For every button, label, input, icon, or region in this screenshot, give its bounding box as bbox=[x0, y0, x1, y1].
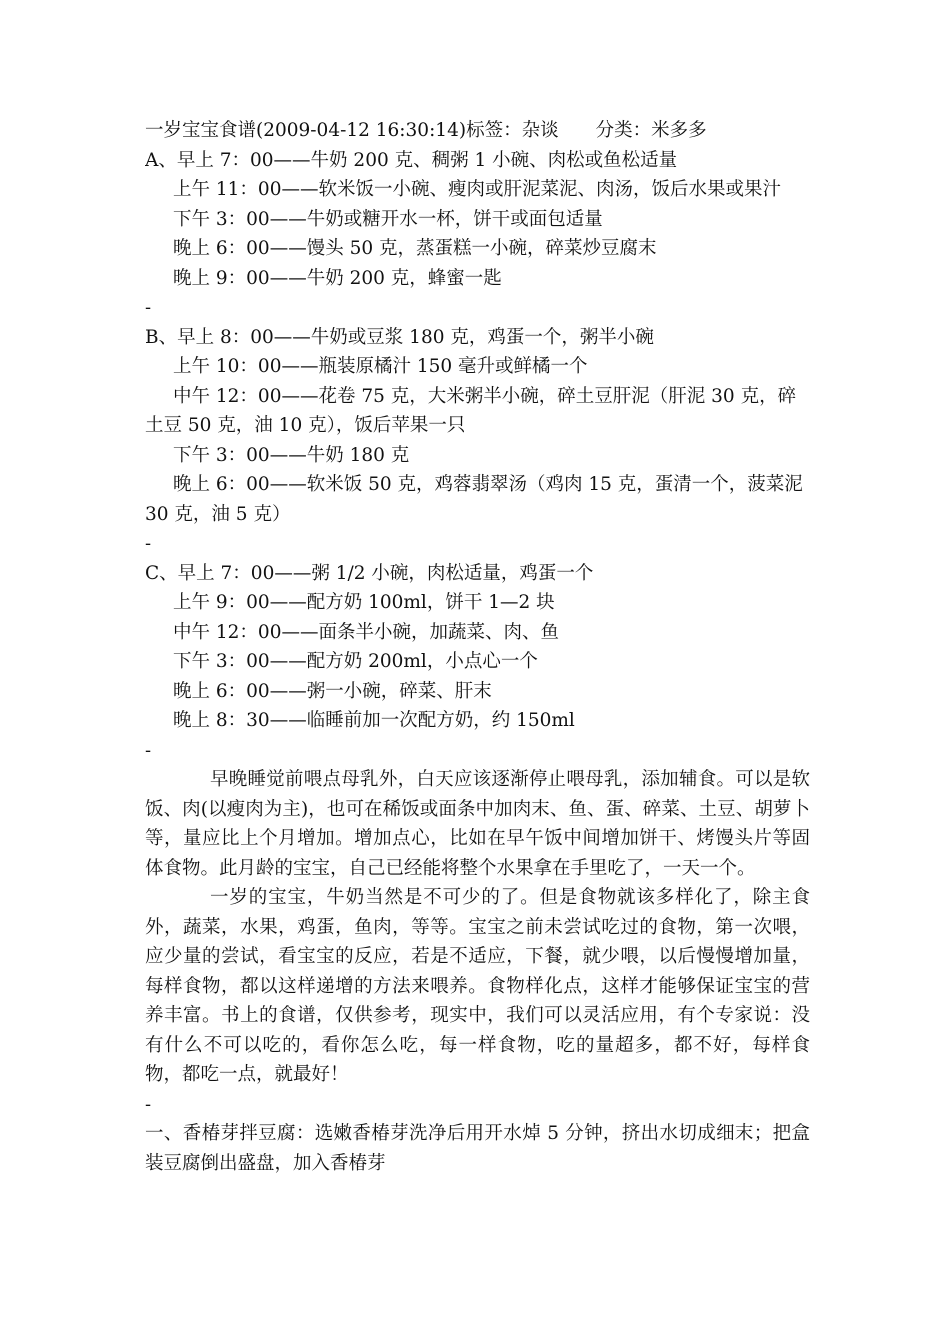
menu-a-line: 晚上 9：00——牛奶 200 克，蜂蜜一匙 bbox=[173, 267, 502, 289]
separator: - bbox=[145, 1093, 152, 1115]
menu-b-line: 下午 3：00——牛奶 180 克 bbox=[173, 444, 410, 466]
menu-a-line: 上午 11：00——软米饭一小碗、瘦肉或肝泥菜泥、肉汤，饭后水果或果汁 bbox=[173, 179, 781, 200]
menu-c-line: 晚上 6：00——粥一小碗，碎菜、肝末 bbox=[173, 680, 492, 702]
menu-b-line: B、早上 8：00——牛奶或豆浆 180 克，鸡蛋一个，粥半小碗 bbox=[145, 326, 654, 348]
menu-c-line: C、早上 7：00——粥 1/2 小碗，肉松适量，鸡蛋一个 bbox=[145, 562, 594, 584]
menu-b-line: 晚上 6：00——软米饭 50 克，鸡蓉翡翠汤（鸡肉 15 克，蛋清一个，菠菜泥 bbox=[173, 474, 803, 495]
menu-a-line: 晚上 6：00——馒头 50 克，蒸蛋糕一小碗，碎菜炒豆腐末 bbox=[173, 238, 657, 259]
menu-b-line: 上午 10：00——瓶装原橘汁 150 毫升或鲜橘一个 bbox=[173, 356, 588, 377]
menu-c-line: 上午 9：00——配方奶 100ml，饼干 1—2 块 bbox=[173, 592, 555, 613]
recipe-paragraph: 一、香椿芽拌豆腐：选嫩香椿芽洗净后用开水焯 5 分钟，挤出水切成细末；把盒装豆腐倒出盛盘，加入香椿芽 bbox=[145, 1123, 810, 1174]
menu-c-line: 下午 3：00——配方奶 200ml，小点心一个 bbox=[173, 651, 538, 672]
paragraph: 早晚睡觉前喂点母乳外，白天应该逐渐停止喂母乳，添加辅食。可以是软饭、肉(以瘦肉为主)，也可在稀饭或面条中加肉末、鱼、蛋、碎菜、土豆、胡萝卜等，量应比上个月增加。增加点心，比如在早午饭中间增加饼干、烤馒头片等固体食物。此月龄的宝宝，自己已经能将整个水果拿在手里吃了，一天一个。 bbox=[145, 769, 810, 879]
menu-a-line: A、早上 7：00——牛奶 200 克、稠粥 1 小碗、肉松或鱼松适量 bbox=[145, 149, 678, 171]
menu-c-line: 晚上 8：30——临睡前加一次配方奶，约 150ml bbox=[173, 710, 575, 731]
menu-a-line: 下午 3：00——牛奶或糖开水一杯，饼干或面包适量 bbox=[173, 208, 603, 230]
document-page bbox=[145, 116, 810, 1178]
separator: - bbox=[145, 533, 152, 554]
separator: - bbox=[145, 297, 152, 318]
menu-b-line: 中午 12：00——花卷 75 克，大米粥半小碗，碎土豆肝泥（肝泥 30 克，碎 bbox=[173, 385, 797, 407]
menu-c-line: 中午 12：00——面条半小碗，加蔬菜、肉、鱼 bbox=[173, 621, 559, 643]
doc-header: 一岁宝宝食谱(2009-04-12 16:30:14)标签：杂谈 分类：米多多 bbox=[145, 120, 707, 141]
menu-b-line-continued: 30 克，油 5 克） bbox=[145, 503, 291, 525]
paragraph: 一岁的宝宝，牛奶当然是不可少的了。但是食物就该多样化了，除主食外，蔬菜，水果，鸡蛋，鱼肉，等等。宝宝之前未尝试吃过的食物，第一次喂，应少量的尝试，看宝宝的反应，若是不适应，下餐，就少喂，以后慢慢增加量，每样食物，都以这样递增的方法来喂养。食物样化点，这样才能够保证宝宝的营养丰富。书上的食谱，仅供参考，现实中，我们可以灵活应用，有个专家说：没有什么不可以吃的，看你怎么吃，每一样食物，吃的量超多，都不好，每样食物，都吃一点，就最好！ bbox=[145, 887, 810, 1085]
separator: - bbox=[145, 739, 152, 761]
menu-b-line-continued: 土豆 50 克，油 10 克），饭后苹果一只 bbox=[145, 415, 466, 436]
